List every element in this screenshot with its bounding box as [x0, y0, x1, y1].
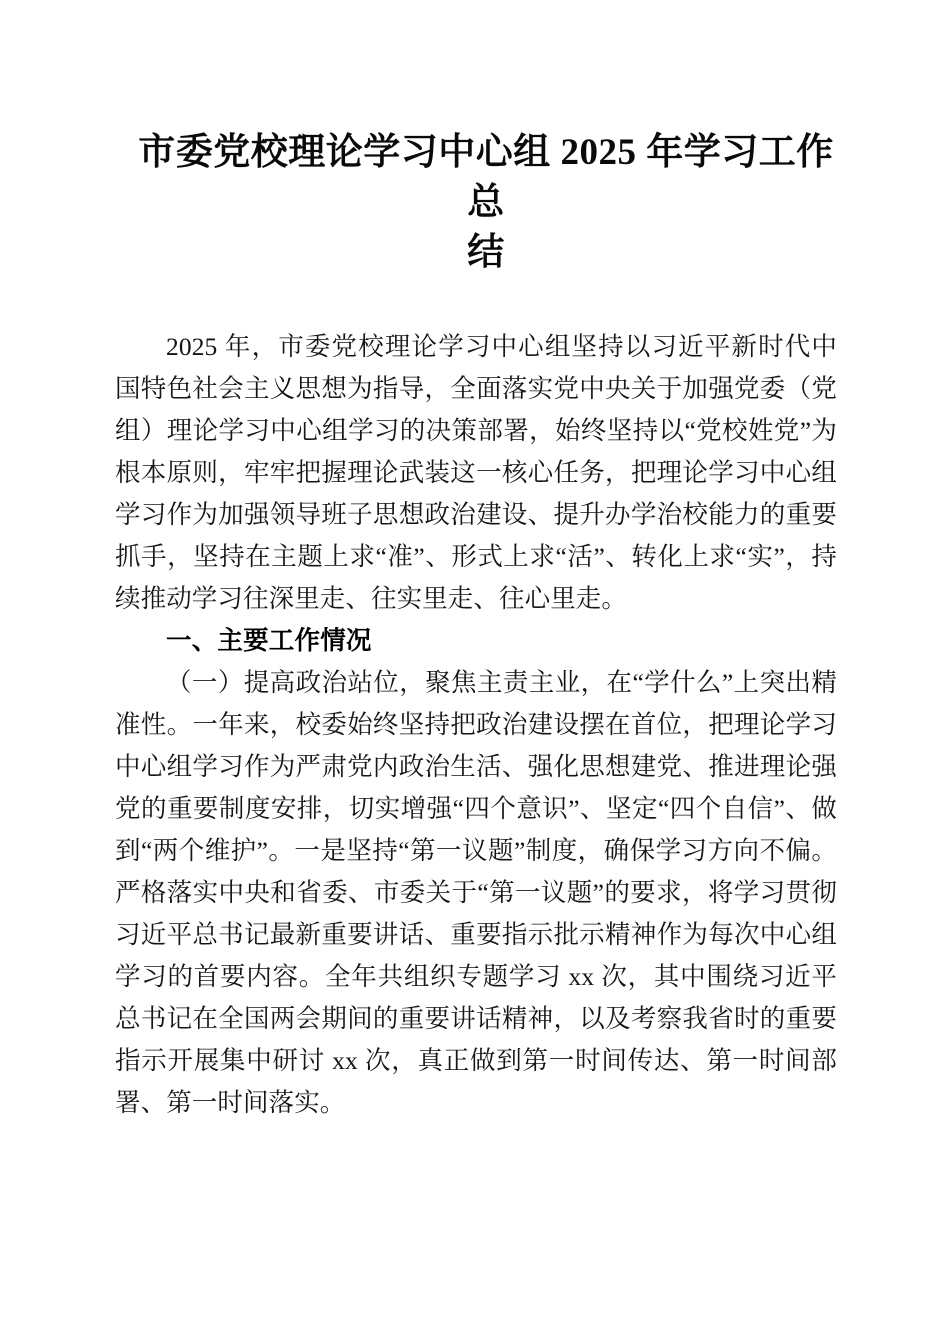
page-title — [125, 0, 847, 278]
page-title-line-1: 市委党校理论学习中心组 2025 年学习工作总 — [138, 132, 834, 223]
document-body — [115, 326, 837, 1124]
section-heading-1: 一、主要工作情况 — [166, 627, 372, 655]
page-title-line-2: 结 — [467, 232, 505, 273]
document-content — [115, 0, 837, 1124]
paragraph-section-1-subsection-1: （一）提高政治站位，聚焦主责主业，在“学什么”上突出精准性。一年来，校委始终坚持把政治建设摆在首位，把理论学习中心组学习作为严肃党内政治生活、强化思想建党、推进理论强党的重要制度安排，切实增强“四个意识”、坚定“四个自信”、做到“两个维护”。一是坚持“第一议题”制度，确保学习方向不偏。严格落实中央和省委、市委关于“第一议题”的要求，将学习贯彻习近平总书记最新重要讲话、重要指示批示精神作为每次中心组学习的首要内容。全年共组织专题学习 xx 次，其中围绕习近平总书记在全国两会期间的重要讲话精神，以及考察我省时的重要指示开展集中研讨 xx 次，真正做到第一时间传达、第一时间部署、第一时间落实。 — [115, 668, 837, 1117]
paragraph-intro: 2025 年，市委党校理论学习中心组坚持以习近平新时代中国特色社会主义思想为指导，全面落实党中央关于加强党委（党组）理论学习中心组学习的决策部署，始终坚持以“党校姓党”为根本原则，牢牢把握理论武装这一核心任务，把理论学习中心组学习作为加强领导班子思想政治建设、提升办学治校能力的重要抓手，坚持在主题上求“准”、形式上求“活”、转化上求“实”，持续推动学习往深里走、往实里走、往心里走。 — [115, 332, 837, 613]
